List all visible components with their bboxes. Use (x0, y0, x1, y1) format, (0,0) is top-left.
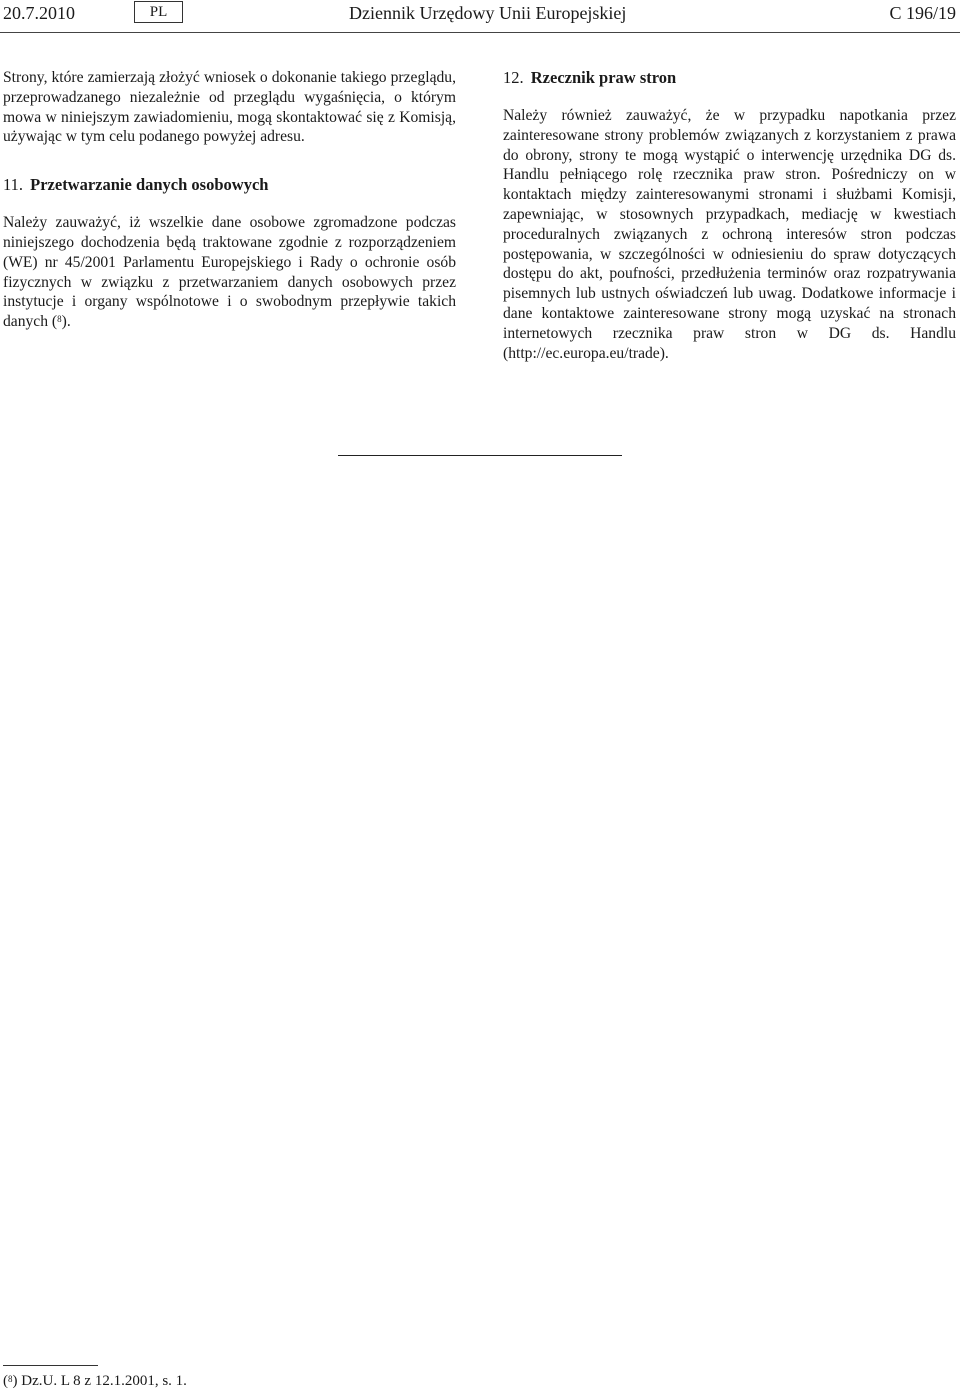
section-12-heading (503, 68, 956, 88)
footnote-marker: 8 (8, 1374, 13, 1384)
section-12-number: 12. (503, 68, 524, 87)
end-of-text-rule (338, 455, 622, 456)
page-reference: C 196/19 (889, 3, 956, 23)
footnote-close: ) (12, 1373, 18, 1389)
footnote-text: Dz.U. L 8 z 12.1.2001, s. 1. (17, 1373, 187, 1389)
language-badge: PL (134, 1, 183, 23)
spacer (3, 195, 456, 213)
section-11-number: 11. (3, 175, 24, 195)
footnote-reference[interactable]: 8 (57, 314, 62, 325)
section-11-text-end: ). (61, 313, 71, 331)
intro-paragraph: Strony, które zamierzają złożyć wniosek o dokonanie takiego przeglądu, przeprowadzanego niezależnie od przeglądu wygaśnięcia, o którym mowa w niniejszym zawiadomieniu, mogą skontaktować się z Komisją, używając w tym celu podanego powyżej adresu. (3, 69, 456, 146)
footnote-open: ( (3, 1373, 8, 1389)
publication-date: 20.7.2010 (3, 3, 75, 23)
right-column (503, 68, 956, 363)
header-rule (0, 32, 960, 33)
left-column (3, 68, 456, 332)
footnote (3, 1372, 187, 1390)
spacer (3, 147, 456, 175)
footnote-rule (3, 1365, 98, 1366)
section-11-heading (3, 175, 456, 195)
page-header (0, 0, 960, 34)
section-12-body: Należy również zauważyć, że w przypadku napotkania przez zainteresowane strony problemów związanych z korzystaniem z prawa do obrony, strony te mogą wystąpić o interwencję urzędnika DG ds. Handlu pełniącego rolę rzecznika praw stron. Pośredniczy on w kontaktach między zainteresowanymi stronami i służbami Komisji, zapewniając, w stosownych przypadkach, mediację w kwestiach proceduralnych związanych z ochroną interesów stron podczas postępowania, w szczególności w odniesieniu do spraw dotyczących dostępu do akt, poufności, przedłużenia terminów oraz rozpatrywania pisemnych lub ustnych oświadczeń lub uwag. Dodatkowe informacje i dane kontaktowe zainteresowane strony mogą uzyskać na stronach internetowych rzecznika praw stron w DG ds. Handlu (http://ec.europa.eu/trade). (503, 107, 956, 362)
section-11-text: Należy zauważyć, iż wszelkie dane osobowe zgromadzone podczas niniejszego dochodzenia będą traktowane zgodnie z rozporządzeniem (WE) nr 45/2001 Parlamentu Europejskiego i Rady o ochronie osób fizycznych w związku z przetwarzaniem danych osobowych przez instytucje i organy wspólnotowe i o swobodnym przepływie takich danych ( (3, 214, 456, 331)
journal-title: Dziennik Urzędowy Unii Europejskiej (349, 3, 627, 23)
section-11-body (3, 213, 456, 332)
section-11-title: Przetwarzanie danych osobowych (30, 175, 269, 195)
section-12-title: Rzecznik praw stron (530, 68, 677, 87)
spacer (503, 88, 956, 106)
